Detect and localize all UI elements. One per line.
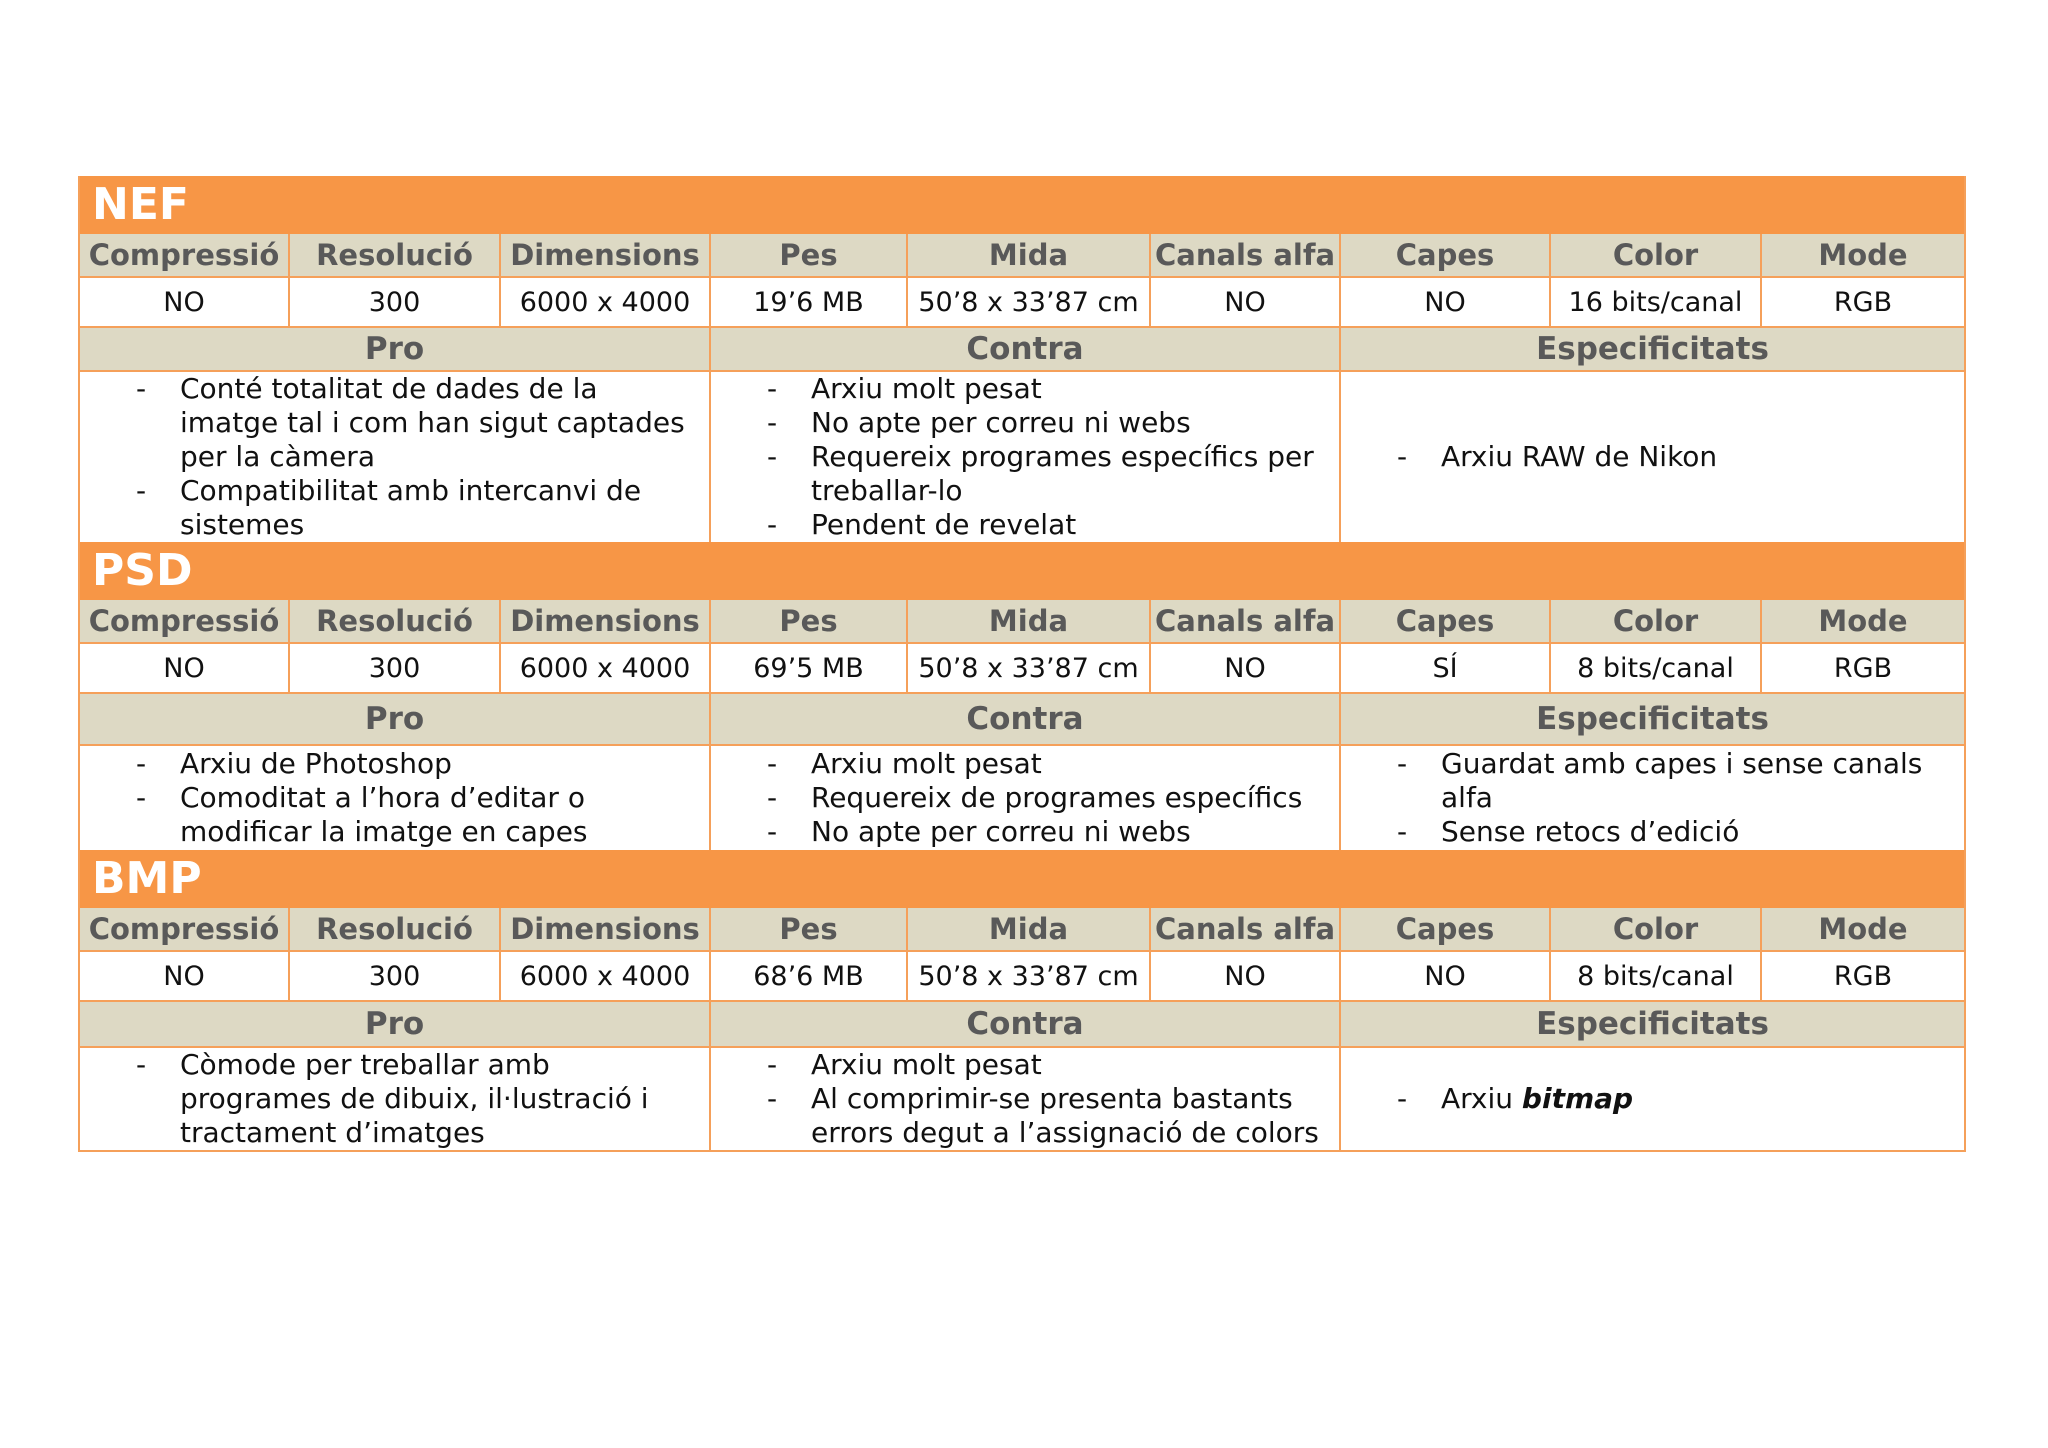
list-item: - Còmode per treballar amb programes de dibuix, il·lustració i tractament d’imatges (80, 1048, 709, 1150)
section-title-nef: NEF (80, 176, 1964, 234)
value-cell: 69’5 MB (711, 644, 908, 692)
list-item: - No apte per correu ni webs (711, 406, 1339, 440)
value-cell: 300 (290, 644, 501, 692)
column-header: Pes (711, 908, 908, 950)
values-row-nef (80, 276, 1964, 328)
pro-list (80, 372, 711, 542)
espec-header: Especificitats (1536, 331, 1769, 367)
contra-list (711, 746, 1341, 850)
list-item: - Al comprimir-se presenta bastants errors degut a l’assignació de colors (711, 1082, 1339, 1150)
format-comparison-table (78, 176, 1966, 1152)
column-header: Resolució (290, 600, 501, 642)
value-cell: 50’8 x 33’87 cm (908, 952, 1151, 1000)
values-row-psd (80, 642, 1964, 694)
espec-list (1341, 372, 1964, 542)
value-cell: 6000 x 4000 (501, 644, 711, 692)
value-cell: RGB (1833, 286, 1893, 318)
column-header: Capes (1341, 600, 1551, 642)
value-cell: NO (1341, 278, 1551, 326)
column-header: Color (1551, 234, 1762, 276)
value-cell: 8 bits/canal (1551, 952, 1762, 1000)
contra-header: Contra (711, 1002, 1341, 1046)
value-cell: 6000 x 4000 (501, 952, 711, 1000)
espec-prefix: Arxiu (1441, 1082, 1514, 1115)
espec-header: Especificitats (1536, 701, 1769, 737)
contra-list (711, 1048, 1341, 1150)
list-item: - Pendent de revelat (711, 508, 1339, 542)
pro-header: Pro (80, 694, 711, 744)
contra-header: Contra (711, 694, 1341, 744)
column-header: Capes (1341, 234, 1551, 276)
value-cell: 50’8 x 33’87 cm (908, 278, 1151, 326)
value-cell: NO (80, 952, 290, 1000)
sub-header-row (80, 1002, 1964, 1046)
column-header: Pes (711, 600, 908, 642)
column-header: Mode (1818, 604, 1908, 638)
column-header-row (80, 908, 1964, 950)
sub-header-row (80, 328, 1964, 370)
value-cell: 8 bits/canal (1551, 644, 1762, 692)
column-header: Mode (1818, 912, 1908, 946)
column-header: Dimensions (501, 600, 711, 642)
list-item: - Arxiu molt pesat (711, 372, 1339, 406)
espec-header: Especificitats (1536, 1006, 1769, 1042)
column-header-row (80, 234, 1964, 276)
column-header: Canals alfa (1151, 908, 1341, 950)
contra-header: Contra (711, 328, 1341, 370)
value-cell: NO (1151, 952, 1341, 1000)
value-cell: 300 (290, 952, 501, 1000)
value-cell: 6000 x 4000 (501, 278, 711, 326)
column-header: Canals alfa (1151, 600, 1341, 642)
value-cell: 16 bits/canal (1551, 278, 1762, 326)
column-header: Resolució (290, 234, 501, 276)
pro-list (80, 746, 711, 850)
pro-list (80, 1048, 711, 1150)
column-header: Color (1551, 908, 1762, 950)
list-item: - Arxiu de Photoshop (80, 747, 709, 781)
value-cell: SÍ (1341, 644, 1551, 692)
value-cell: NO (1151, 644, 1341, 692)
list-item: - Conté totalitat de dades de la imatge tal i com han sigut captades per la càmera (80, 372, 709, 474)
pro-header: Pro (80, 1002, 711, 1046)
column-header: Capes (1341, 908, 1551, 950)
value-cell: 68’6 MB (711, 952, 908, 1000)
column-header: Compressió (80, 908, 290, 950)
espec-emphasis: bitmap (1521, 1082, 1634, 1115)
contra-list (711, 372, 1341, 542)
value-cell: NO (1151, 278, 1341, 326)
list-item: - Comoditat a l’hora d’editar o modificar la imatge en capes (80, 781, 709, 849)
details-row-nef (80, 370, 1964, 542)
details-row-psd (80, 744, 1964, 850)
pro-header: Pro (80, 328, 711, 370)
list-item: - Guardat amb capes i sense canals alfa (1341, 747, 1964, 815)
value-cell: 300 (290, 278, 501, 326)
column-header: Mode (1818, 238, 1908, 272)
list-item: - Arxiu RAW de Nikon (1341, 440, 1964, 474)
list-item: - Sense retocs d’edició (1341, 815, 1964, 849)
espec-list (1341, 746, 1964, 850)
value-cell: 19’6 MB (711, 278, 908, 326)
espec-list (1341, 1048, 1964, 1150)
column-header: Dimensions (501, 234, 711, 276)
column-header: Compressió (80, 600, 290, 642)
column-header: Mida (908, 908, 1151, 950)
section-title-psd: PSD (80, 542, 1964, 600)
column-header: Compressió (80, 234, 290, 276)
column-header: Color (1551, 600, 1762, 642)
column-header: Mida (908, 234, 1151, 276)
column-header: Resolució (290, 908, 501, 950)
column-header: Mida (908, 600, 1151, 642)
list-item: - Requereix de programes específics (711, 781, 1339, 815)
list-item: - No apte per correu ni webs (711, 815, 1339, 849)
value-cell: RGB (1833, 652, 1893, 684)
column-header: Pes (711, 234, 908, 276)
values-row-bmp (80, 950, 1964, 1002)
list-item: - Arxiu molt pesat (711, 747, 1339, 781)
value-cell: RGB (1833, 960, 1893, 992)
column-header-row (80, 600, 1964, 642)
section-title-bmp: BMP (80, 850, 1964, 908)
list-item: - Compatibilitat amb intercanvi de sistemes (80, 474, 709, 542)
sub-header-row (80, 694, 1964, 744)
value-cell: NO (80, 644, 290, 692)
list-item (1341, 1082, 1964, 1116)
details-row-bmp (80, 1046, 1964, 1150)
list-item: - Requereix programes específics per treballar-lo (711, 440, 1339, 508)
list-item: - Arxiu molt pesat (711, 1048, 1339, 1082)
value-cell: 50’8 x 33’87 cm (908, 644, 1151, 692)
value-cell: NO (1341, 952, 1551, 1000)
column-header: Dimensions (501, 908, 711, 950)
column-header: Canals alfa (1151, 234, 1341, 276)
value-cell: NO (80, 278, 290, 326)
